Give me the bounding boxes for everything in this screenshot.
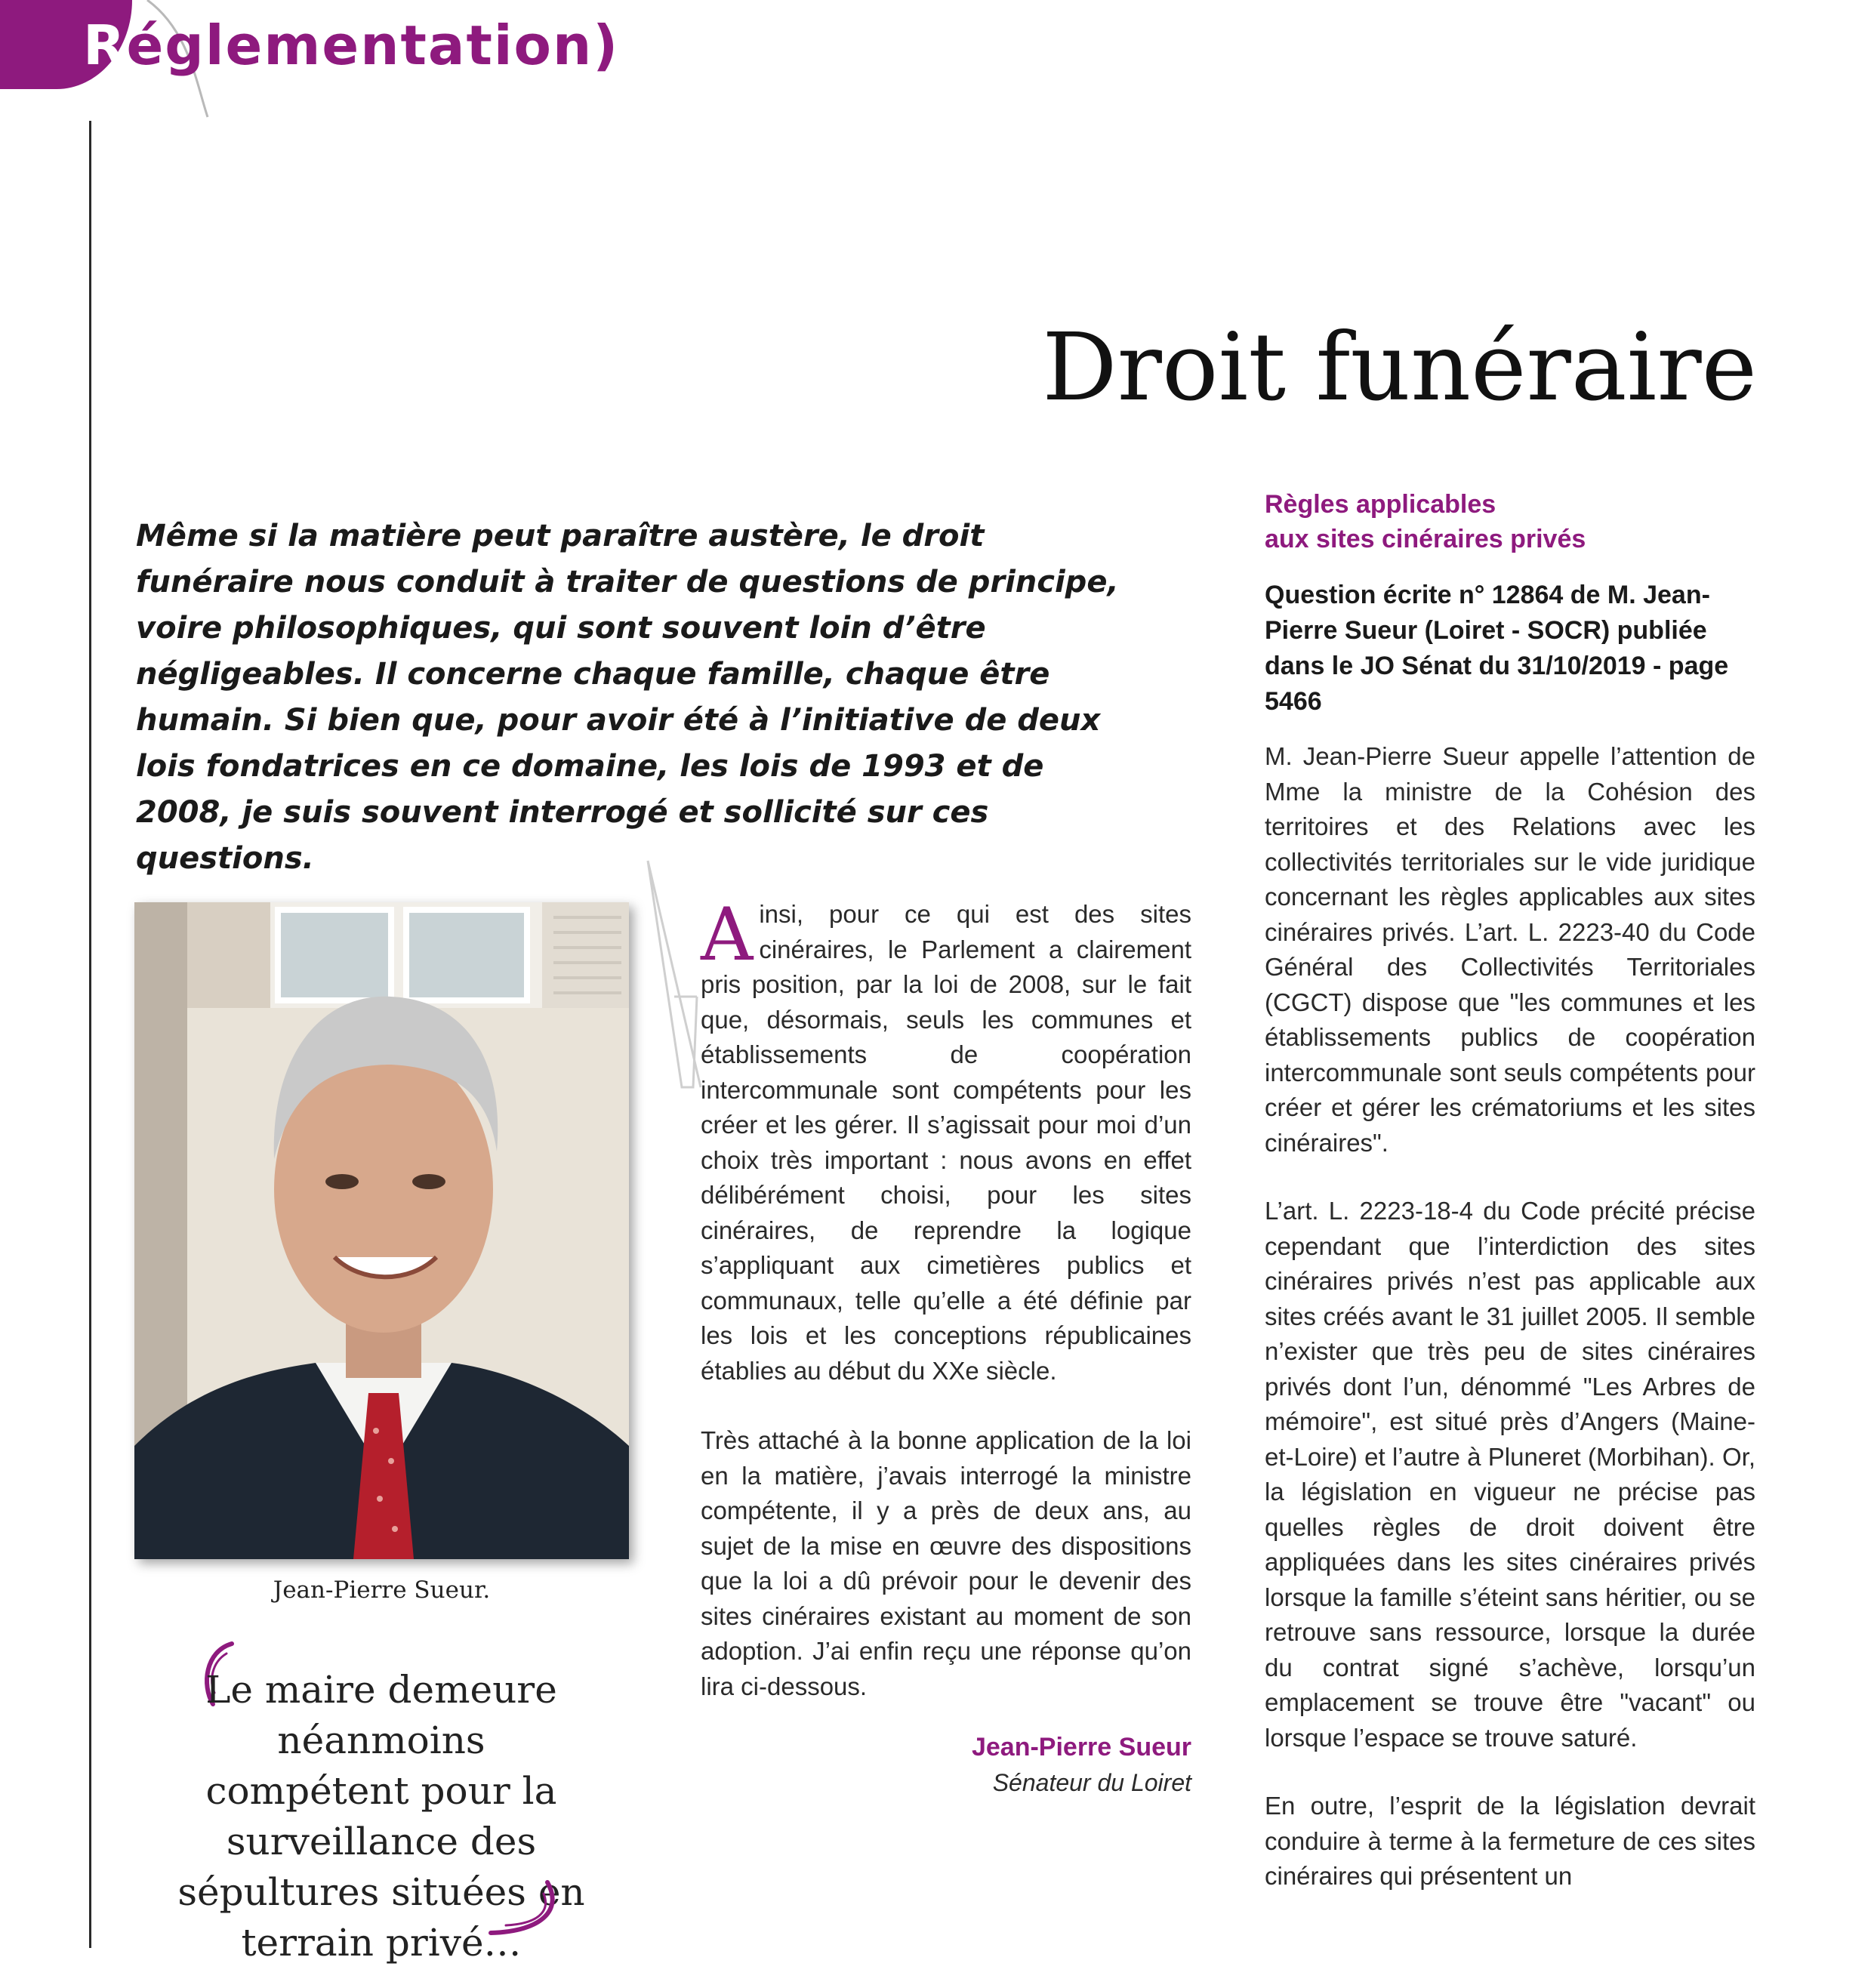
drop-cap: A <box>701 892 754 977</box>
middle-column <box>701 892 1191 1739</box>
right-column <box>1265 487 1755 1928</box>
signature-name: Jean-Pierre Sueur <box>971 1733 1191 1761</box>
middle-paragraph-1: Ainsi, pour ce qui est des sites cinéraires, le Parlement a clairement pris position, par la loi de 2008, sur le fait que, désormais, seuls les communes et établissements de coopération intercommunale sont compétents pour les créer et les gérer. Il s’agissait pour moi d’un choix très important : nous avons en effet délibérément choisi, pour les sites cinéraires, de reprendre la logique s’appliquant aux cimetières publics et communaux, telle qu’elle a été définie par les lois et les conceptions républicaines établies au début du XXe siècle. <box>701 892 1191 1385</box>
signature-role: Sénateur du Loiret <box>992 1769 1191 1796</box>
right-paragraph-3: En outre, l’esprit de la législation devrait conduire à terme à la fermeture de ces sites cinéraires qui présentent un <box>1265 1792 1755 1890</box>
right-paragraph-1: M. Jean-Pierre Sueur appelle l’attention de Mme la ministre de la Cohésion des territoires et des Relations avec les collectivités territoriales sur le vide juridique concernant les règles applicables aux sites cinéraires privés. L’art. L. 2223-40 du Code Général des Collectivités Territoriales (CGCT) dispose que "les communes et les établissements publics de coopération intercommunale sont seuls compétents pour créer et gérer les crématoriums et les sites cinéraires". <box>1265 742 1755 1157</box>
section-header-title: Réglementation) <box>83 14 620 77</box>
close-quote-icon <box>483 1879 566 1939</box>
photo-caption: Jean-Pierre Sueur. <box>273 1577 491 1604</box>
intro-paragraph: Même si la matière peut paraître austère, le droit funéraire nous conduit à traiter de questions de principe, voire philosophiques, qui sont souvent loin d’être négligeables. Il concerne chaque famille, chaque être humain. Si bien que, pour avoir été à l’initiative de deux lois fondatrices en ce domaine, les lois de 1993 et de 2008, je suis souvent interrogé et sollicité sur ces questions. <box>136 519 1119 876</box>
right-paragraph-2: L’art. L. 2223-18-4 du Code précité précise cependant que l’interdiction des sites cinéraires privés n’est pas applicable aux sites créés avant le 31 juillet 2005. Il semble n’exister que très peu de sites cinéraires privés dont l’un, dénommé "Les Arbres de mémoire", est situé près d’Angers (Maine-et-Loire) et l’autre à Pluneret (Morbihan). Or, la législation en vigueur ne précise pas quelles règles de droit doivent être appliquées dans les sites cinéraires privés lorsque la famille s’éteint sans héritier, ou se retrouve sans ressource, lorsque la durée du contrat signé s’achève, lorsqu’un emplacement se trouve être "vacant" ou lorsque l’espace se trouve saturé. <box>1265 1197 1755 1752</box>
middle-paragraph-2: Très attaché à la bonne application de la loi en la matière, j’avais interrogé la ministre compétente, il y a près de deux ans, au sujet de la mise en œuvre des dispositions que la loi a dû prévoir pour le devenir des sites cinéraires existant au moment de son adoption. J’ai enfin reçu une réponse qu’on lira ci-dessous. <box>701 1426 1191 1700</box>
signature-block <box>701 1729 1191 1800</box>
page-title: Droit funéraire <box>1042 313 1757 422</box>
portrait-photo <box>134 902 629 1559</box>
pull-quote: Le maire demeure néanmoins compétent pour la surveillance des sépultures situées en terrain privé… <box>177 1668 585 1965</box>
dropcap-outline-ornament <box>640 846 708 1095</box>
margin-rule <box>89 121 91 1948</box>
subheading: Règles applicables aux sites cinéraires privés <box>1265 490 1586 553</box>
question-reference: Question écrite n° 12864 de M. Jean-Pierre Sueur (Loiret - SOCR) publiée dans le JO Sénat du 31/10/2019 - page 5466 <box>1265 581 1729 716</box>
